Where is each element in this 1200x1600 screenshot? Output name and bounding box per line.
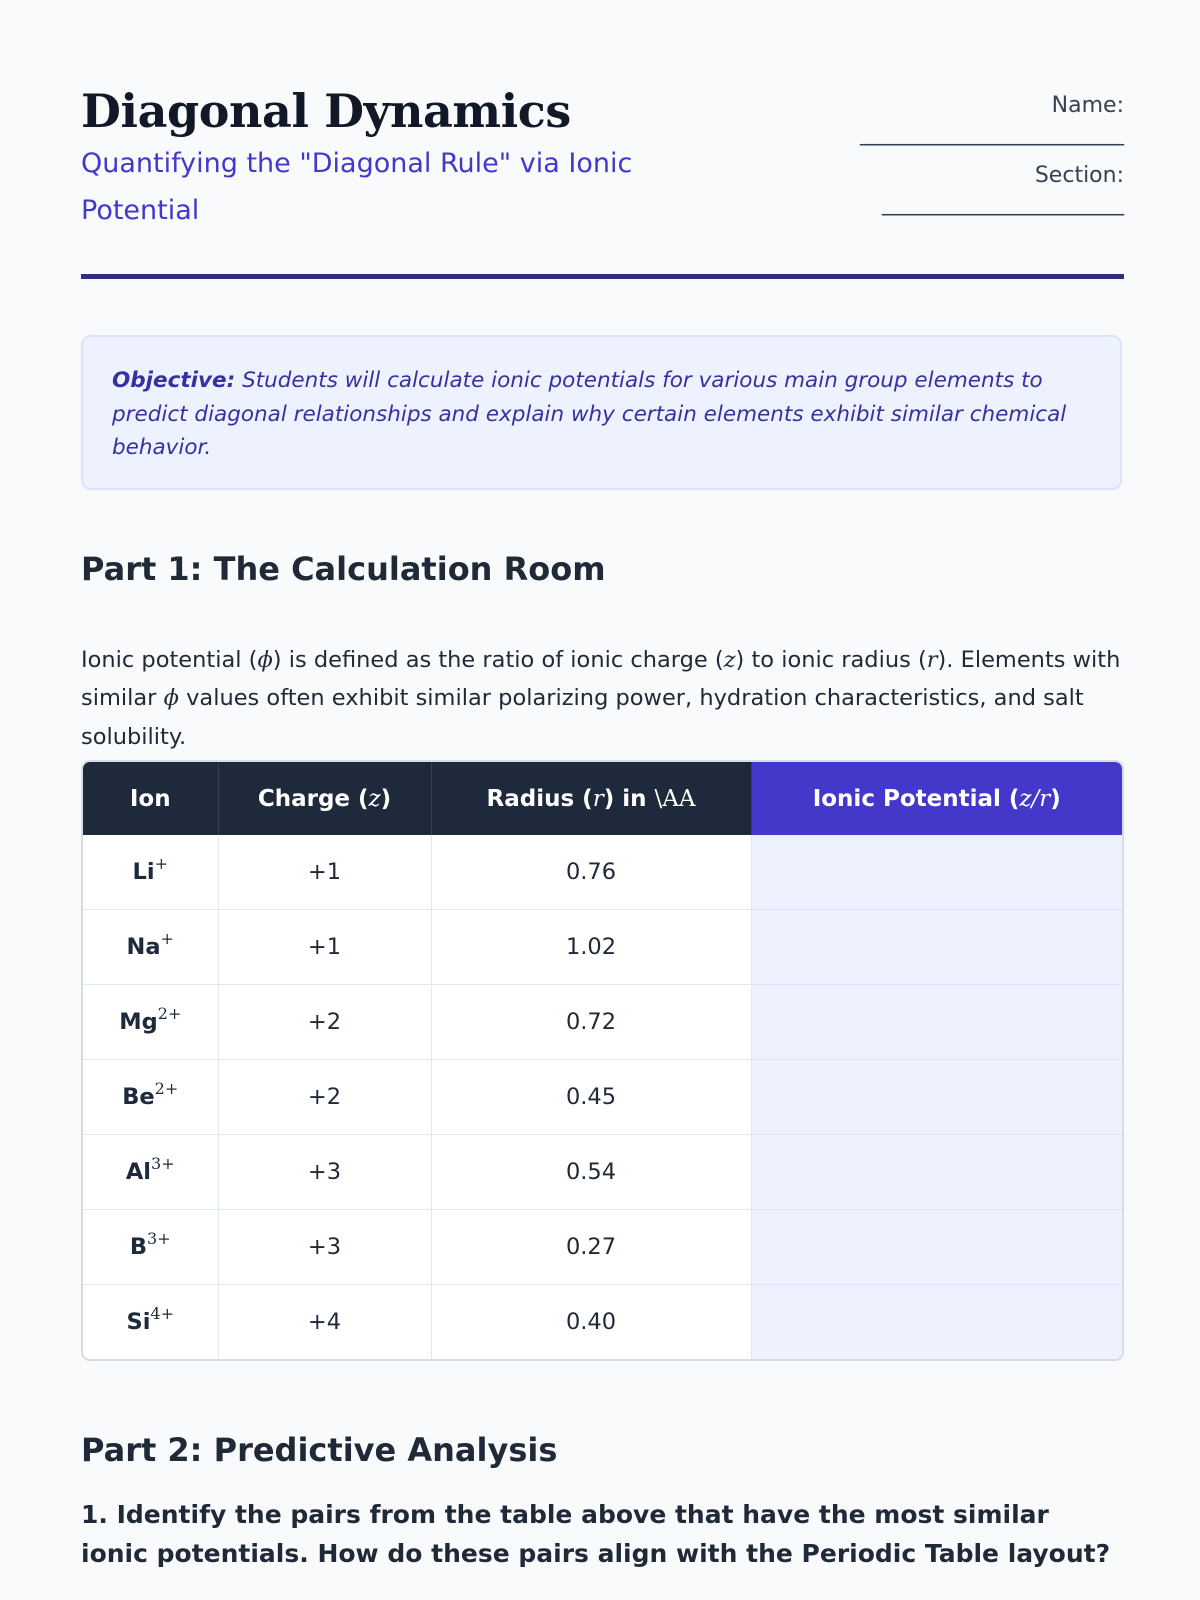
ion-symbol: B xyxy=(129,1234,148,1260)
radius-cell: 0.27 xyxy=(431,1210,751,1285)
part1-intro xyxy=(81,641,1131,757)
part1-heading: Part 1: The Calculation Room xyxy=(81,550,606,588)
header-potential-close: ) xyxy=(1050,785,1061,812)
ion-charge-superscript: + xyxy=(160,929,174,948)
ion-symbol: Si xyxy=(126,1309,151,1335)
radius-cell: 0.72 xyxy=(431,985,751,1060)
ion-cell xyxy=(83,1210,218,1285)
ion-charge-superscript: + xyxy=(154,854,168,873)
intro-text-1: Ionic potential ( xyxy=(81,646,258,673)
ion-symbol: Al xyxy=(125,1159,152,1185)
charge-cell: +2 xyxy=(218,985,431,1060)
objective-label: Objective: xyxy=(112,368,236,393)
table-body xyxy=(83,835,1122,1359)
header-radius-var: r xyxy=(592,785,604,812)
ion-cell xyxy=(83,1135,218,1210)
name-label: Name: xyxy=(1051,93,1124,118)
ionic-potential-answer-cell[interactable] xyxy=(751,1285,1122,1360)
table-row xyxy=(83,1210,1122,1285)
intro-text-2: ) is defined as the ratio of ionic charge ( xyxy=(272,646,724,673)
intro-text-3: ) to ionic radius ( xyxy=(735,646,927,673)
objective-text: Students will calculate ionic potentials for various main group elements to predict diagonal relationships and explain why certain elements exhibit similar chemical behavior. xyxy=(112,368,1067,460)
charge-cell: +2 xyxy=(218,1060,431,1135)
z-symbol: z xyxy=(723,646,736,673)
table-row xyxy=(83,835,1122,910)
charge-cell: +4 xyxy=(218,1285,431,1360)
header-divider xyxy=(81,274,1124,279)
name-field-line[interactable]: ________________________ xyxy=(860,121,1124,146)
table-row xyxy=(83,985,1122,1060)
charge-cell: +1 xyxy=(218,910,431,985)
radius-cell: 0.40 xyxy=(431,1285,751,1360)
ionic-potential-answer-cell[interactable] xyxy=(751,835,1122,910)
header-charge-label: Charge ( xyxy=(257,785,369,812)
ionic-potential-answer-cell[interactable] xyxy=(751,1210,1122,1285)
table-row xyxy=(83,1060,1122,1135)
ionic-potential-answer-cell[interactable] xyxy=(751,985,1122,1060)
header-radius xyxy=(431,762,751,835)
radius-cell: 0.45 xyxy=(431,1060,751,1135)
ion-charge-superscript: 2+ xyxy=(157,1004,182,1023)
charge-cell: +3 xyxy=(218,1135,431,1210)
ionic-potential-table-container xyxy=(81,760,1124,1361)
header-radius-unit: \AA xyxy=(654,785,696,812)
header-potential-label: Ionic Potential ( xyxy=(812,785,1020,812)
page-subtitle: Quantifying the "Diagonal Rule" via Ionic Potential xyxy=(81,148,633,226)
ion-charge-superscript: 3+ xyxy=(151,1154,175,1173)
ion-symbol: Na xyxy=(126,934,161,960)
ion-symbol: Mg xyxy=(119,1009,158,1035)
objective-box xyxy=(81,335,1122,490)
radius-cell: 1.02 xyxy=(431,910,751,985)
ionic-potential-answer-cell[interactable] xyxy=(751,1060,1122,1135)
ionic-potential-table xyxy=(83,762,1122,1359)
table-header-row xyxy=(83,762,1122,835)
charge-cell: +1 xyxy=(218,835,431,910)
ion-cell xyxy=(83,835,218,910)
intro-text-4: ). Elements with similar xyxy=(81,646,1121,711)
worksheet-header xyxy=(81,80,1124,278)
ion-symbol: Li xyxy=(132,859,155,885)
question-1: 1. Identify the pairs from the table above that have the most similar ionic potentials. How do these pairs align with the Periodic Table layout? xyxy=(81,1500,1111,1568)
phi-symbol-2: ϕ xyxy=(163,685,179,711)
header-radius-mid: ) in xyxy=(603,785,655,812)
section-label: Section: xyxy=(1034,163,1124,188)
phi-symbol: ϕ xyxy=(257,646,273,673)
header-potential xyxy=(751,762,1122,835)
ion-cell xyxy=(83,985,218,1060)
r-symbol: r xyxy=(926,646,938,673)
section-field-line[interactable]: ______________________ xyxy=(882,191,1124,216)
ion-charge-superscript: 4+ xyxy=(150,1304,174,1323)
charge-cell: +3 xyxy=(218,1210,431,1285)
radius-cell: 0.54 xyxy=(431,1135,751,1210)
header-charge-close: ) xyxy=(380,785,392,812)
table-row xyxy=(83,910,1122,985)
header-radius-label: Radius ( xyxy=(486,785,593,812)
table-row xyxy=(83,1285,1122,1360)
ionic-potential-answer-cell[interactable] xyxy=(751,910,1122,985)
ion-symbol: Be xyxy=(122,1084,155,1110)
intro-text-5: values often exhibit similar polarizing power, hydration characteristics, and salt solubility. xyxy=(81,685,1084,750)
part2-heading: Part 2: Predictive Analysis xyxy=(81,1431,558,1469)
ion-cell xyxy=(83,910,218,985)
header-charge-var: z xyxy=(368,785,381,812)
ion-cell xyxy=(83,1060,218,1135)
table-row xyxy=(83,1135,1122,1210)
header-ion: Ion xyxy=(83,762,218,835)
header-charge xyxy=(218,762,431,835)
header-potential-var: z/r xyxy=(1019,785,1051,812)
ionic-potential-answer-cell[interactable] xyxy=(751,1135,1122,1210)
radius-cell: 0.76 xyxy=(431,835,751,910)
student-info xyxy=(764,90,1124,230)
ion-cell xyxy=(83,1285,218,1360)
ion-charge-superscript: 3+ xyxy=(147,1229,171,1248)
ion-charge-superscript: 2+ xyxy=(154,1079,179,1098)
page-title: Diagonal Dynamics xyxy=(81,84,571,138)
